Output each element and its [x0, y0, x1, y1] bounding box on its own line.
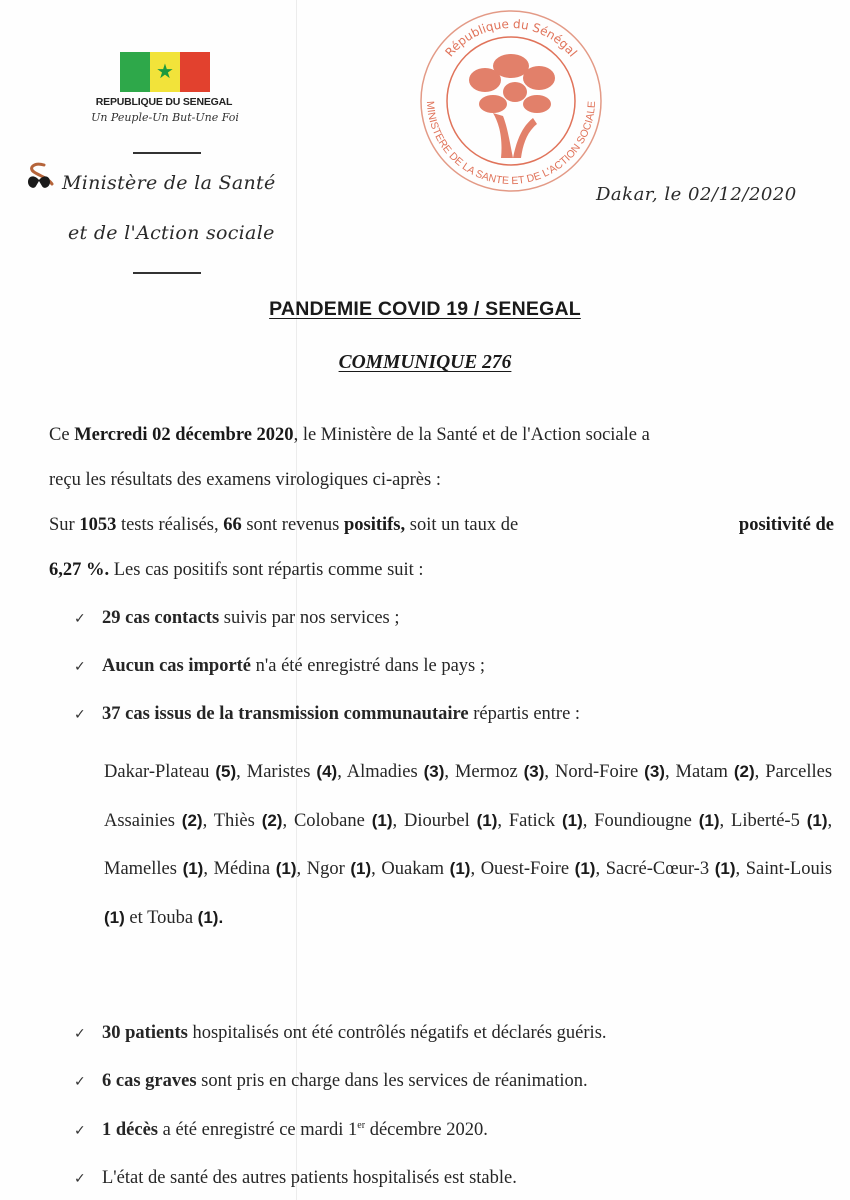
locality: Ouest-Foire (1), [480, 859, 606, 879]
locality: Nord-Foire (3), [554, 762, 676, 782]
positive-count: 66 [223, 515, 242, 535]
positivity-rate: 6,27 %. [49, 560, 110, 580]
locality: Matam (2), [675, 762, 766, 782]
locality: Liberté-5 (1), [731, 810, 833, 831]
communique-number: COMMUNIQUE 276 [338, 352, 512, 373]
locality: Parcelles Assainies (2), [104, 762, 833, 831]
intro-line-4: 6,27 %. Les cas positifs sont répartis comme suit : [49, 560, 424, 580]
locality: Colobane (1), [293, 810, 404, 831]
ministry-serpent-logo-icon [22, 160, 58, 196]
star-icon: ★ [156, 59, 174, 83]
locality: Dakar-Plateau (5), [104, 762, 247, 782]
locality: Touba (1). [147, 907, 224, 928]
divider [133, 152, 201, 154]
ministry-name-line2: et de l'Action sociale [68, 222, 275, 244]
check-icon: ✓ [74, 707, 86, 723]
locality: Thiès (2), [213, 810, 294, 831]
senegal-flag-icon [120, 52, 210, 92]
locality: Mermoz (3), [454, 762, 555, 782]
document-title: PANDEMIE COVID 19 / SENEGAL [269, 298, 581, 320]
check-icon: ✓ [74, 1074, 86, 1090]
check-icon: ✓ [74, 659, 86, 675]
intro-line-1: Ce Mercredi 02 décembre 2020, le Ministère de la Santé et de l'Action sociale a [49, 425, 650, 445]
date-line: Dakar, le 02/12/2020 [596, 184, 797, 205]
check-icon: ✓ [74, 611, 86, 627]
check-icon: ✓ [74, 1171, 86, 1187]
list-item-recovered: ✓ 30 patients hospitalisés ont été contrôlés négatifs et déclarés guéris. [74, 1023, 607, 1043]
svg-text:MINISTERE DE LA SANTE ET DE L': MINISTERE DE LA SANTE ET DE L'ACTION SOCIALE [423, 100, 599, 188]
list-item-contact-cases: ✓ 29 cas contacts suivis par nos services ; [74, 608, 400, 628]
list-item-imported-cases: ✓ Aucun cas importé n'a été enregistré dans le pays ; [74, 656, 486, 676]
official-stamp-icon [413, 8, 609, 194]
divider [133, 272, 201, 274]
list-item-community-cases: ✓ 37 cas issus de la transmission communautaire répartis entre : [74, 704, 581, 724]
check-icon: ✓ [74, 1123, 86, 1139]
locality: Médina (1), [213, 859, 307, 879]
locality: Ngor (1), [306, 859, 382, 879]
list-item-severe-cases: ✓ 6 cas graves sont pris en charge dans les services de réanimation. [74, 1071, 588, 1091]
check-icon: ✓ [74, 1026, 86, 1042]
locality: Ouakam (1), [381, 859, 481, 879]
locality: Foundiougne (1), [594, 810, 732, 831]
tests-count: 1053 [79, 515, 117, 535]
locality: Diourbel (1), [403, 810, 509, 831]
locality: Saint-Louis (1) [104, 859, 833, 927]
svg-text:République du Sénégal: République du Sénégal [442, 16, 580, 60]
locality: Mamelles (1), [104, 859, 214, 879]
ministry-name-line1: Ministère de la Santé [62, 172, 276, 194]
intro-line-2: reçu les résultats des examens virologiques ci-après : [49, 470, 441, 490]
locality: Fatick (1), [508, 810, 595, 831]
locality: Sacré-Cœur-3 (1), [605, 859, 746, 879]
country-name: REPUBLIQUE DU SENEGAL [95, 96, 233, 108]
scan-fold-line [296, 0, 297, 1200]
intro-line-3: Sur 1053 tests réalisés, 66 sont revenus positifs, soit un taux de positivité de [49, 515, 834, 535]
list-item-stable-patients: ✓ L'état de santé des autres patients hospitalisés est stable. [74, 1168, 517, 1188]
report-date: Mercredi 02 décembre 2020 [74, 425, 294, 445]
localities-list: Dakar-Plateau (5), Maristes (4), Almadies (3), Mermoz (3), Nord-Foire (3), Matam (2), Parcelles Assainies (2), Thiès (2), Colobane (1), Diourbel (1), Fatick (1), Foundiougne (1), Liberté-5 (1), Mamelles (1), Médina (1), Ngor (1), Ouakam (1), Ouest-Foire (1), Sacré-Cœur-3 (1), Saint-Louis (1) et Touba (1). [104, 762, 833, 928]
locality: Almadies (3), [346, 762, 455, 782]
national-motto: Un Peuple-Un But-Une Foi [91, 111, 239, 124]
list-item-deaths: ✓ 1 décès a été enregistré ce mardi 1er décembre 2020. [74, 1120, 488, 1140]
locality: Maristes (4), [246, 762, 347, 782]
